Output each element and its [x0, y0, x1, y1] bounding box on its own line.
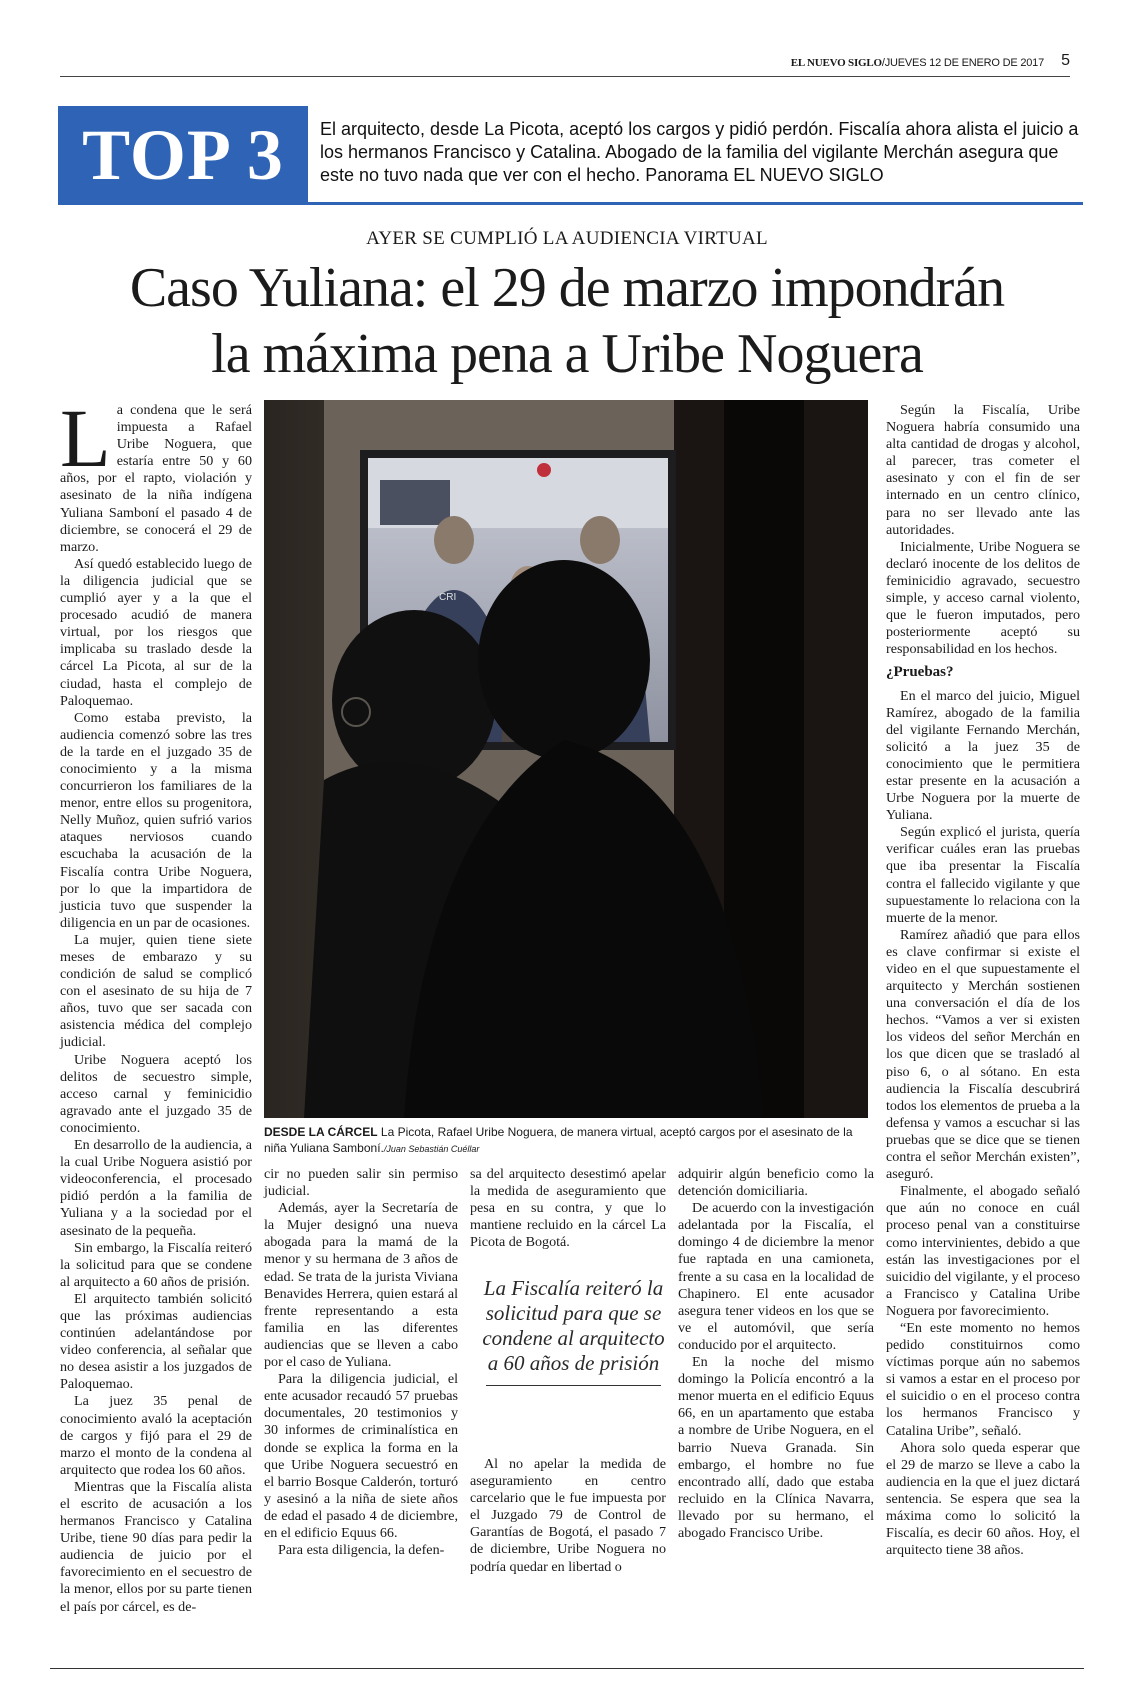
paper-name: EL NUEVO SIGLO	[790, 57, 882, 69]
caption-label: DESDE LA CÁRCEL	[264, 1125, 378, 1139]
section-subhead: ¿Pruebas?	[886, 664, 954, 681]
paragraph: El arquitecto también solicitó que las próximas audiencias continúen adelantándose por video conferencia, al señalar que no desea asistir a los juzgados de Paloquemao.	[60, 1290, 252, 1393]
paragraph: Uribe Noguera aceptó los delitos de secuestro simple, acceso carnal y feminicidio agravado ante el juzgado 35 de conocimiento.	[60, 1051, 252, 1136]
issue-date: JUEVES 12 DE ENERO DE 2017	[884, 57, 1044, 69]
top3-box	[58, 106, 1083, 205]
article-column-5	[886, 402, 1080, 1559]
paragraph: adquirir algún beneficio como la detención domiciliaria.	[678, 1166, 874, 1200]
paragraph: cir no pueden salir sin permiso judicial.	[264, 1166, 458, 1200]
drop-cap: L	[60, 392, 111, 484]
paragraph: En el marco del juicio, Miguel Ramírez, abogado de la familia del vigilante Fernando Merchán, solicitó a la juez 35 de conocimiento que le permitiera estar presente en la acusación a Urbe Noguera por la muerte de Yuliana.	[886, 687, 1080, 824]
header-info	[791, 57, 1044, 69]
caption-text: La Picota, Rafael Uribe Noguera, de manera virtual, aceptó cargos por el asesinato de la niña Yuliana Samboní.	[264, 1125, 853, 1155]
header-separator: /	[881, 57, 885, 69]
footer-rule	[50, 1668, 1084, 1669]
paragraph: La mujer, quien tiene siete meses de embarazo y su condición de salud se complicó con el asesinato de su hija de 7 años, tuvo que ser sacada con asistencia médica del complejo judicial.	[60, 931, 252, 1051]
pull-quote	[476, 1276, 671, 1376]
paragraph: Ramírez añadió que para ellos es clave confirmar si existe el video en el que supuestamente el arquitecto y Merchán sostienen una conversación el día de los hechos. “Vamos a ver si existen los videos del señor Merchán en los que dicen que se trasladó al piso 6, o al sótano. En esta audiencia la Fiscalía descubrirá todos los elementos de prueba a la defensa y vamos a escuchar si las pruebas que se dice que se tienen contra el señor Merchán existen”, aseguró.	[886, 926, 1080, 1183]
paragraph: Además, ayer la Secretaría de la Mujer designó una nueva abogada para la mamá de la menor y su hermana de 3 años de edad. Se trata de la jurista Viviana Benavides Herrera, quien estará al frente representando a esta familia en las diferentes audiencias que se lleven a cabo por el caso de Yuliana.	[264, 1200, 458, 1371]
paragraph: Ahora solo queda esperar que el 29 de marzo se lleve a cabo la audiencia en la que el juez dictará sentencia. Se espera que sea la máxima como lo solicitó la Fiscalía, es decir 60 años. Hoy, el arquitecto tiene 38 años.	[886, 1439, 1080, 1559]
headline-line-2: la máxima pena a Uribe Noguera	[211, 323, 923, 385]
paragraph: Para la diligencia judicial, el ente acusador recaudó 57 pruebas documentales, 20 testimonios y 30 informes de criminalística en donde se explica la forma en la que Uribe Noguera secuestró en el barrio Bosque Calderón, torturó y asesinó a la niña de siete años de edad el pasado 4 de diciembre, en el edificio Equus 66.	[264, 1371, 458, 1541]
article-headline	[30, 255, 1104, 387]
article-column-2	[264, 1166, 458, 1559]
paragraph: “En este momento no hemos pedido constituirnos como víctimas porque aún no sabemos si vamos a estar en el proceso por el suicidio o en el proceso contra los hermanos Francisco y Catalina Uribe”, señaló.	[886, 1319, 1080, 1439]
paragraph: sa del arquitecto desestimó apelar la medida de aseguramiento que pesa en su contra, y que lo mantiene recluido en la cárcel La Picota de Bogotá.	[470, 1166, 666, 1251]
paragraph: Sin embargo, la Fiscalía reiteró la solicitud para que se condene al arquitecto a 60 años de prisión.	[60, 1239, 252, 1290]
paragraph-text: a condena que le será impuesta a Rafael Uribe Noguera, que estaría entre 50 y 60 años, por el rapto, violación y asesinato de la niña indígena Yuliana Samboní el pasado 4 de diciembre, se conocerá el 29 de marzo.	[60, 402, 252, 555]
paragraph: Para esta diligencia, la defen-	[278, 1542, 445, 1559]
paragraph: En la noche del mismo domingo la Policía encontró a la menor muerta en el edificio Equus 66, en un apartamento que estaba a nombre de Uribe Noguera, en el barrio Nueva Granada. Sin embargo, el hombre no fue encontrado allí, dado que estaba recluido en la Clínica Navarra, llevado por su hermano, el abogado Francisco Uribe.	[678, 1354, 874, 1541]
paragraph	[60, 392, 252, 556]
screen-uniform-text: CRI	[439, 592, 457, 603]
paragraph: Según la Fiscalía, Uribe Noguera habría consumido una alta cantidad de drogas y alcohol, al parecer, tras cometer el asesinato y con el fin de ser internado en un centro clínico, para no ser llevado ante las autoridades.	[886, 402, 1080, 538]
paragraph: Según explicó el jurista, quería verificar cuáles eran las pruebas que iba presentar la Fiscalía contra el fallecido vigilante y que supuestamente lo relaciona con la muerte de la menor.	[886, 824, 1080, 926]
paragraph: Como estaba previsto, la audiencia comenzó sobre las tres de la tarde en el juzgado 35 de conocimiento y a la misma concurrieron los familiares de la menor, entre ellos su progenitora, Nelly Muñoz, quien sufrió varios ataques nerviosos cuando escuchaba la acusación de la Fiscalía contra Uribe Noguera, por lo que la impartidora de justicia tuvo que suspender la diligencia en un par de ocasiones.	[60, 709, 252, 931]
pull-quote-text: La Fiscalía reiteró la solicitud para que se condene al arquitecto a 60 años de prisión	[482, 1276, 665, 1375]
paragraph: Finalmente, el abogado señaló que aún no conoce en cuál proceso penal van a constituirse como intervinientes, debido a que están las investigaciones por el suicidio del vigilante, y el proceso a Francisco y Catalina Uribe Noguera por favorecimiento.	[886, 1183, 1080, 1319]
paragraph: Al no apelar la medida de aseguramiento en centro carcelario que le fue impuesta por el Juzgado 79 de Control de Garantías de Bogotá, el pasado 7 de diciembre, Uribe Noguera no podría quedar en libertad o	[470, 1456, 666, 1575]
paragraph: La juez 35 penal de conocimiento avaló la aceptación de cargos y fijó para el 29 de marzo el monto de la condena al arquitecto que rodea los 60 años.	[60, 1393, 252, 1478]
paragraph: Mientras que la Fiscalía alista el escrito de acusación a los hermanos Francisco y Catalina Uribe, tiene 90 días para pedir la audiencia de juicio por el favorecimiento en el secuestro de la menor, ellos por su parte tienen el país por cárcel, es de-	[60, 1478, 252, 1615]
top3-badge: TOP 3	[58, 106, 308, 205]
paragraph: En desarrollo de la audiencia, a la cual Uribe Noguera asistió por videoconferencia, el procesado pidió perdón a la familia de Yuliana y a la sociedad por el asesinato de la pequeña.	[60, 1137, 252, 1239]
photo-caption	[264, 1124, 868, 1157]
pull-quote-rule	[486, 1385, 661, 1386]
article-column-4	[678, 1166, 874, 1542]
article-column-1	[60, 392, 252, 1616]
top3-summary: El arquitecto, desde La Picota, aceptó los cargos y pidió perdón. Fiscalía ahora alista el juicio a los hermanos Francisco y Catalina. Abogado de la familia del vigilante Merchán asegura que este no tuvo nada que ver con el hecho. Panorama EL NUEVO SIGLO	[320, 119, 1079, 185]
article-kicker: AYER SE CUMPLIÓ LA AUDIENCIA VIRTUAL	[366, 228, 768, 249]
paragraph: Inicialmente, Uribe Noguera se declaró inocente de los delitos de feminicidio agravado, secuestro simple, y acceso carnal violento, que le fueron imputados, pero posteriormente aceptó su responsabilidad en los hechos.	[886, 538, 1080, 658]
photo-credit: /Juan Sebastián Cuéllar	[383, 1144, 480, 1154]
article-column-3-top	[470, 1166, 666, 1251]
headline-line-1: Caso Yuliana: el 29 de marzo impondrán	[129, 257, 1005, 319]
page-number: 5	[1061, 52, 1070, 69]
article-photo	[264, 400, 868, 1118]
paragraph: De acuerdo con la investigación adelantada por la Fiscalía, el domingo 4 de diciembre la menor fue raptada en una camioneta, frente a su casa en la localidad de Chapinero. El ente acusador asegura tener videos en los que se ve el automóvil, que sería conducido por el arquitecto.	[678, 1200, 874, 1353]
paragraph: Así quedó establecido luego de la diligencia judicial que se cumplió ayer y a la que el procesado acudió de manera virtual, por los riesgos que implicaba su traslado desde la cárcel La Picota, al sur de la ciudad, hasta el complejo de Paloquemao.	[60, 555, 252, 709]
top3-underline	[308, 202, 1083, 205]
header-rule	[60, 76, 1070, 77]
page-header	[60, 52, 1084, 76]
photo-illustration	[264, 400, 868, 1118]
article-column-3-bottom	[470, 1456, 666, 1576]
